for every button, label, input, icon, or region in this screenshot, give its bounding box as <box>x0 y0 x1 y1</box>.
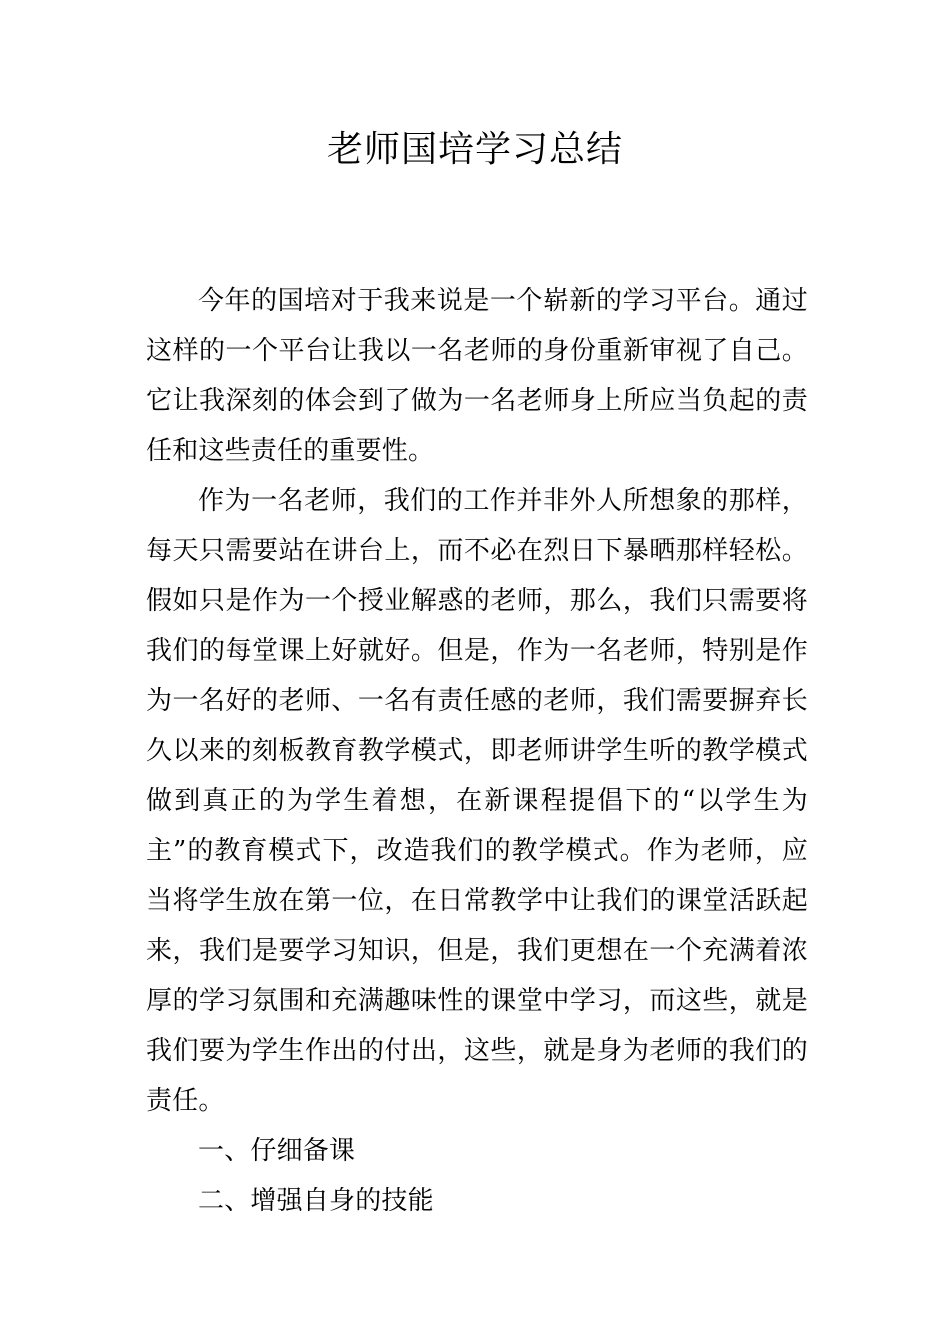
paragraph-teacher-responsibility: 作为一名老师，我们的工作并非外人所想象的那样，每天只需要站在讲台上，而不必在烈日下暴晒那样轻松。假如只是作为一个授业解惑的老师，那么，我们只需要将我们的每堂课上好就好。但是，作为一名老师，特别是作为一名好的老师、一名有责任感的老师，我们需要摒弃长久以来的刻板教育教学模式，即老师讲学生听的教学模式做到真正的为学生着想，在新课程提倡下的“以学生为主”的教育模式下，改造我们的教学模式。作为老师，应当将学生放在第一位，在日常教学中让我们的课堂活跃起来，我们是要学习知识，但是，我们更想在一个充满着浓厚的学习氛围和充满趣味性的课堂中学习，而这些，就是我们要为学生作出的付出，这些，就是身为老师的我们的责任。 <box>146 486 808 1116</box>
paragraph-intro: 今年的国培对于我来说是一个崭新的学习平台。通过这样的一个平台让我以一名老师的身份重新审视了自己。它让我深刻的体会到了做为一名老师身上所应当负起的责任和这些责任的重要性。 <box>146 286 808 466</box>
heading-careful-lesson-prep: 一、仔细备课 <box>198 1136 356 1166</box>
heading-improve-skills: 二、增强自身的技能 <box>198 1186 434 1216</box>
document-body <box>146 276 808 1226</box>
document-title: 老师国培学习总结 <box>326 129 623 170</box>
